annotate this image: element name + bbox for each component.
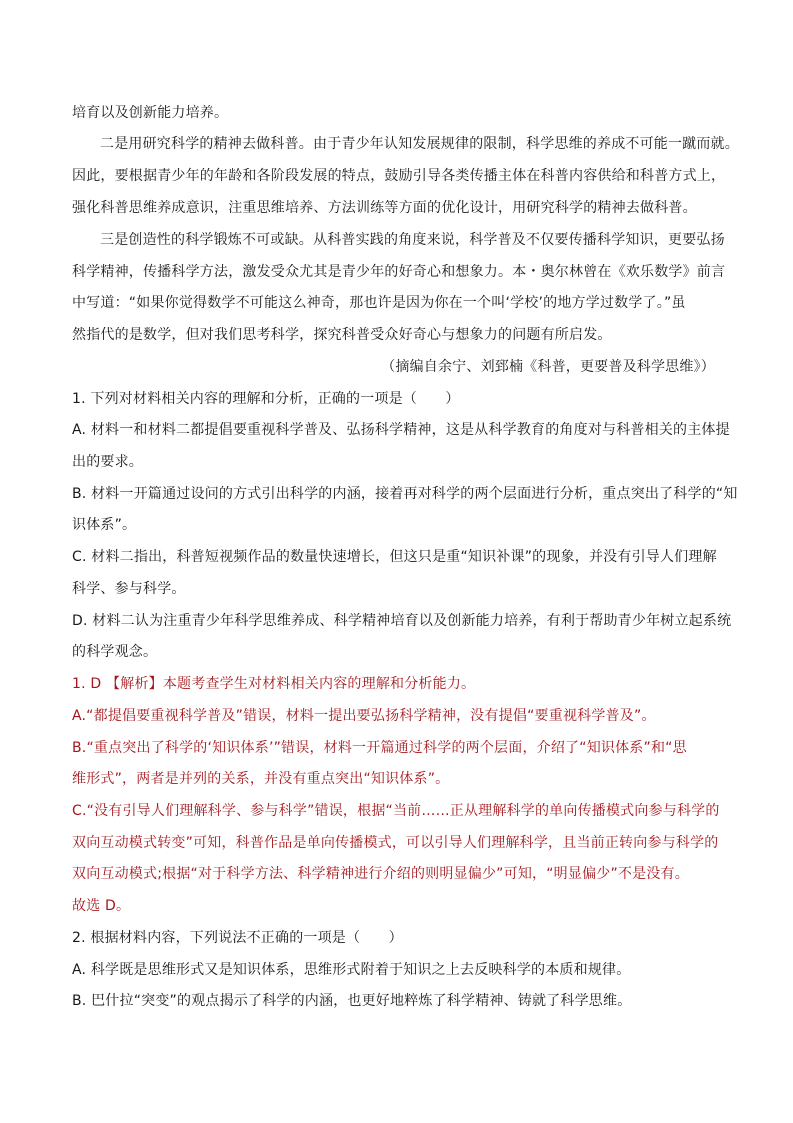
answer-1-analysis-c-line-2: 双向互动模式转变”可知，科普作品是单向传播模式，可以引导人们理解科学，且当前正转向参与科学的: [72, 835, 719, 851]
question-1-option-a-line-1: A. 材料一和材料二都提倡要重视科学普及、弘扬科学精神，这是从科学教育的角度对与科普相关的主体提: [72, 422, 730, 438]
answer-1-head: 1. D 【解析】本题考查学生对材料相关内容的理解和分析能力。: [72, 676, 476, 692]
passage-line-2: 二是用研究科学的精神去做科普。由于青少年认知发展规律的限制，科学思维的养成不可能一蹴而就。: [100, 136, 739, 152]
passage-line-1: 培育以及创新能力培养。: [72, 105, 229, 121]
answer-1-analysis-c-line-1: C.“没有引导人们理解科学、参与科学”错误，根据“当前……正从理解科学的单向传播模式向参与科学的: [72, 803, 720, 819]
answer-1-analysis-b-line-2: 维形式”，两者是并列的关系，并没有重点突出“知识体系”。: [72, 771, 450, 787]
question-1-option-d-line-2: 的科学观念。: [72, 644, 158, 660]
question-1-stem: 1. 下列对材料相关内容的理解和分析，正确的一项是（ ）: [72, 391, 460, 407]
passage-line-4: 强化科普思维养成意识，注重思维培养、方法训练等方面的优化设计，用研究科学的精神去做科普。: [72, 200, 697, 216]
question-2-option-b: B. 巴什拉“突变”的观点揭示了科学的内涵，也更好地粹炼了科学精神、铸就了科学思维。: [72, 993, 632, 1009]
passage-line-7: 中写道：“如果你觉得数学不可能这么神奇，那也许是因为你在一个叫‘学校’的地方学过数学了。”虽: [72, 295, 686, 311]
passage-line-8: 然指代的是数学，但对我们思考科学，探究科普受众好奇心与想象力的问题有所启发。: [72, 327, 612, 343]
question-1-option-b-line-2: 识体系”。: [72, 517, 137, 533]
question-2-stem: 2. 根据材料内容，下列说法不正确的一项是（ ）: [72, 930, 403, 946]
question-1-option-c-line-1: C. 材料二指出，科普短视频作品的数量快速增长，但这只是重“知识补课”的现象，并没有引导人们理解: [72, 549, 717, 565]
question-1-option-d-line-1: D. 材料二认为注重青少年科学思维养成、科学精神培育以及创新能力培养，有利于帮助青少年树立起系统: [72, 613, 732, 629]
passage-line-5: 三是创造性的科学锻炼不可或缺。从科普实践的角度来说，科学普及不仅要传播科学知识，更要弘扬: [100, 232, 725, 248]
answer-1-conclusion: 故选 D。: [72, 898, 131, 914]
passage-source: （摘编自余宁、刘郅楠《科普，更要普及科学思维》）: [381, 359, 715, 375]
question-1-option-a-line-2: 出的要求。: [72, 454, 143, 470]
passage-line-3: 因此，要根据青少年的年龄和各阶段发展的特点，鼓励引导各类传播主体在科普内容供给和科普方式上，: [72, 168, 726, 184]
question-2-option-a: A. 科学既是思维形式又是知识体系，思维形式附着于知识之上去反映科学的本质和规律。: [72, 962, 631, 978]
question-1-option-b-line-1: B. 材料一开篇通过设问的方式引出科学的内涵，接着再对科学的两个层面进行分析，重点突出了科学的“知: [72, 486, 738, 502]
question-1-option-c-line-2: 科学、参与科学。: [72, 581, 186, 597]
passage-line-6: 科学精神，传播科学方法，激发受众尤其是青少年的好奇心和想象力。本・奥尔林曾在《欢乐数学》前言: [72, 264, 726, 280]
answer-1-analysis-b-line-1: B.“重点突出了科学的‘知识体系’”错误，材料一开篇通过科学的两个层面，介绍了“知识体系”和“思: [72, 740, 687, 756]
answer-1-analysis-a: A.“都提倡要重视科学普及”错误，材料一提出要弘扬科学精神，没有提倡“要重视科学普及”。: [72, 708, 656, 724]
answer-1-analysis-c-line-3: 双向互动模式;根据“对于科学方法、科学精神进行介绍的则明显偏少”可知，“明显偏少”不是没有。: [72, 866, 689, 882]
